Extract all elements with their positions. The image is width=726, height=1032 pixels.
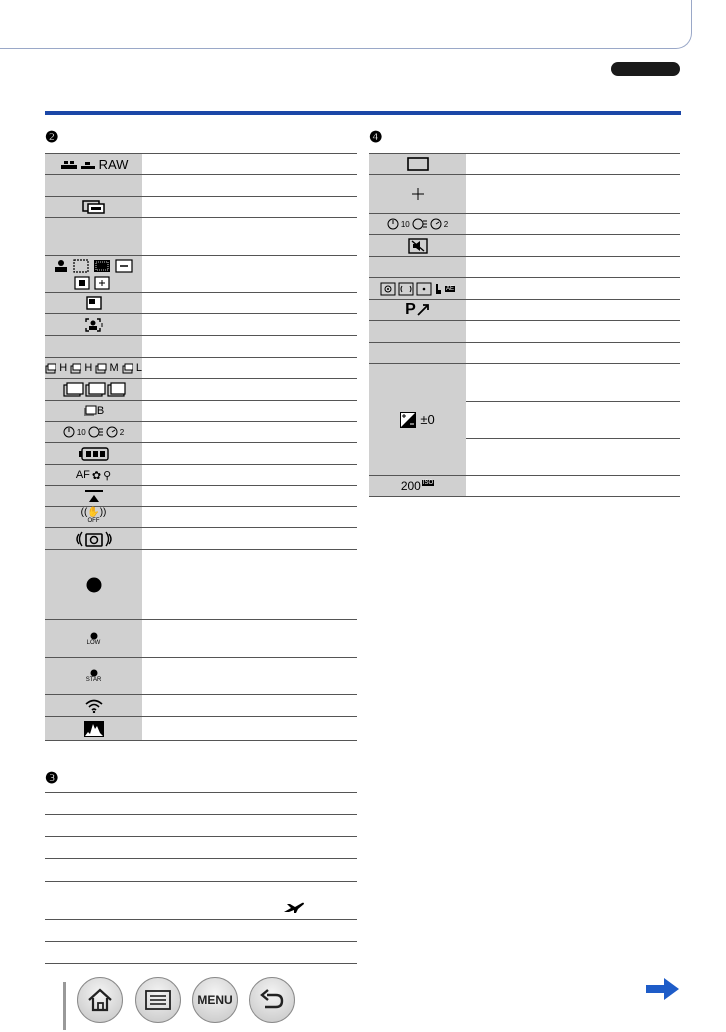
section-3-table [45,792,357,964]
self-timer-icon [430,218,442,230]
burst-m-label: M [109,362,119,374]
icon-cell [369,343,466,363]
timer-10-label: 10 [400,219,410,229]
burst-icon [122,363,133,374]
silent-mode-icon-cell [369,235,466,256]
table-row [369,300,680,321]
table-row [45,336,357,358]
page-header-frame [0,0,692,49]
table-row [369,364,680,475]
table-row [45,550,357,620]
self-timer-icon-cell [369,214,466,234]
table-row [45,717,357,741]
bracket-icon-cell [45,401,142,421]
table-row [369,154,680,175]
af-macro-icon-cell [45,465,142,485]
table-row [45,314,357,336]
iso-tag: ISO [422,480,434,486]
burst-icon [95,363,106,374]
table-row [45,401,357,422]
self-timer-icon [63,426,75,438]
table-row [45,695,357,717]
pip-icon-cell [45,293,142,313]
self-timer-burst-icon [412,218,428,230]
face-detect-icon-cell [45,314,142,335]
shift-arrow-icon [416,303,430,317]
rec-dot-icon [90,669,98,677]
exposure-comp-icon-cell [369,364,466,475]
icon-cell [369,257,466,277]
icon-cell [45,336,142,357]
shake-hand-icon: ((✋)) [80,507,107,518]
table-row [45,218,357,256]
table-row [369,343,680,364]
4k-photo-icons [62,382,126,398]
row-divider [466,438,680,439]
table-row [45,443,357,465]
table-row [45,175,357,197]
rec-star-label: STAR [85,677,102,683]
stabilizer-off-icon-cell [45,507,142,527]
table-row [45,293,357,314]
table-row [45,486,357,507]
table-row [45,859,357,882]
metering-mode-icon-cell [369,278,466,299]
self-timer-icon [106,426,118,438]
focus-distance-icon [84,489,104,503]
self-timer-icon-cell [45,422,142,442]
pip-icon [86,296,102,310]
airplane-icon [283,902,305,914]
timer-10-label: 10 [76,427,86,437]
section-4-title: ❹ [369,129,383,146]
back-button[interactable] [249,977,295,1023]
table-row [45,507,357,528]
battery-icon [79,447,109,461]
table-row [45,882,357,920]
table-row [45,920,357,942]
table-row [45,197,357,218]
4k-photo-icon-cell [45,379,142,400]
home-button[interactable] [77,977,123,1023]
table-row [45,620,357,658]
table-row [45,379,357,401]
table-row [45,528,357,550]
recording-dot-icon [86,577,102,593]
self-timer-burst-icon [88,426,104,438]
contents-button[interactable] [135,977,181,1023]
section-2-table [45,153,357,741]
table-row [45,793,357,815]
photo-style-icon [82,200,106,214]
back-arrow-icon [259,989,285,1011]
program-shift-label: P [405,301,416,318]
macro-zoom-icon: ⚲ [103,469,112,482]
battery-icon-cell [45,443,142,464]
rec-low-icon-cell [45,620,142,657]
table-row [45,837,357,859]
table-row [45,256,357,293]
histogram-icon [84,721,104,737]
timer-2-label: 2 [443,219,449,229]
macro-icon: ✿ [91,469,102,482]
wifi-icon [85,699,103,713]
menu-button[interactable] [192,977,238,1023]
section-2-title: ❷ [45,129,59,146]
icon-cell [369,321,466,342]
ae-label: AE [445,285,454,292]
timer-2-label: 2 [119,427,125,437]
stabilizer-icon [76,530,112,548]
table-row [45,154,357,175]
table-row [369,278,680,300]
table-row [369,214,680,235]
table-row [45,942,357,964]
rec-dot-icon [90,632,98,640]
bracket-label: B [96,405,105,417]
nav-separator [63,982,66,1030]
table-row [369,257,680,278]
rec-low-label: LOW [86,639,101,646]
icon-cell [45,175,142,196]
table-row [369,475,680,497]
next-page-arrow[interactable] [645,976,681,1002]
quality-icon [45,154,142,174]
bracket-icon [83,405,97,417]
table-row [369,175,680,214]
table-row [45,658,357,695]
af-mode-icons [51,258,136,290]
table-row [369,235,680,257]
histogram-icon-cell [45,717,142,740]
burst-l-label: L [135,362,143,374]
quality-bars-icon [59,158,99,170]
table-row [45,815,357,837]
rec-star-icon-cell [45,658,142,694]
program-shift-icon-cell [369,300,466,320]
wifi-icon-cell [45,695,142,716]
af-label: AF [75,469,90,481]
burst-h-label: H [59,362,68,374]
burst-icon [45,363,56,374]
table-row [45,358,357,379]
section-rule [45,111,681,115]
spot-metering-icon-cell [369,175,466,213]
chapter-tab [611,62,680,76]
af-area-icon-cell [369,154,466,174]
crosshair-icon [412,188,424,200]
stabilizer-off-label: OFF [87,518,100,524]
section-4-table [369,153,680,497]
section-3-title: ❸ [45,770,59,787]
home-icon [87,988,113,1012]
exposure-value: ±0 [420,412,435,427]
self-timer-icon [387,218,399,230]
menu-label: MENU [197,993,233,1007]
photo-style-icon-cell [45,197,142,217]
silent-mode-icon [408,238,428,254]
list-icon [145,990,171,1010]
stabilizer-icon-cell [45,528,142,549]
table-row [45,422,357,443]
exposure-comp-icon [400,412,416,428]
burst-icon-cell [45,358,142,378]
burst-h-label: H [84,362,93,374]
raw-label: RAW [98,156,129,172]
face-detect-icon [84,317,104,333]
focus-distance-icon-cell [45,486,142,506]
row-divider [466,401,680,402]
af-mode-icon-cell [45,256,142,292]
recording-icon-cell [45,550,142,619]
icon-cell [45,218,142,255]
table-row [45,465,357,486]
burst-icon [70,363,81,374]
iso-value: 200 [400,479,421,493]
af-area-frame-icon [407,157,429,171]
iso-icon-cell [369,476,466,496]
table-row [369,321,680,343]
